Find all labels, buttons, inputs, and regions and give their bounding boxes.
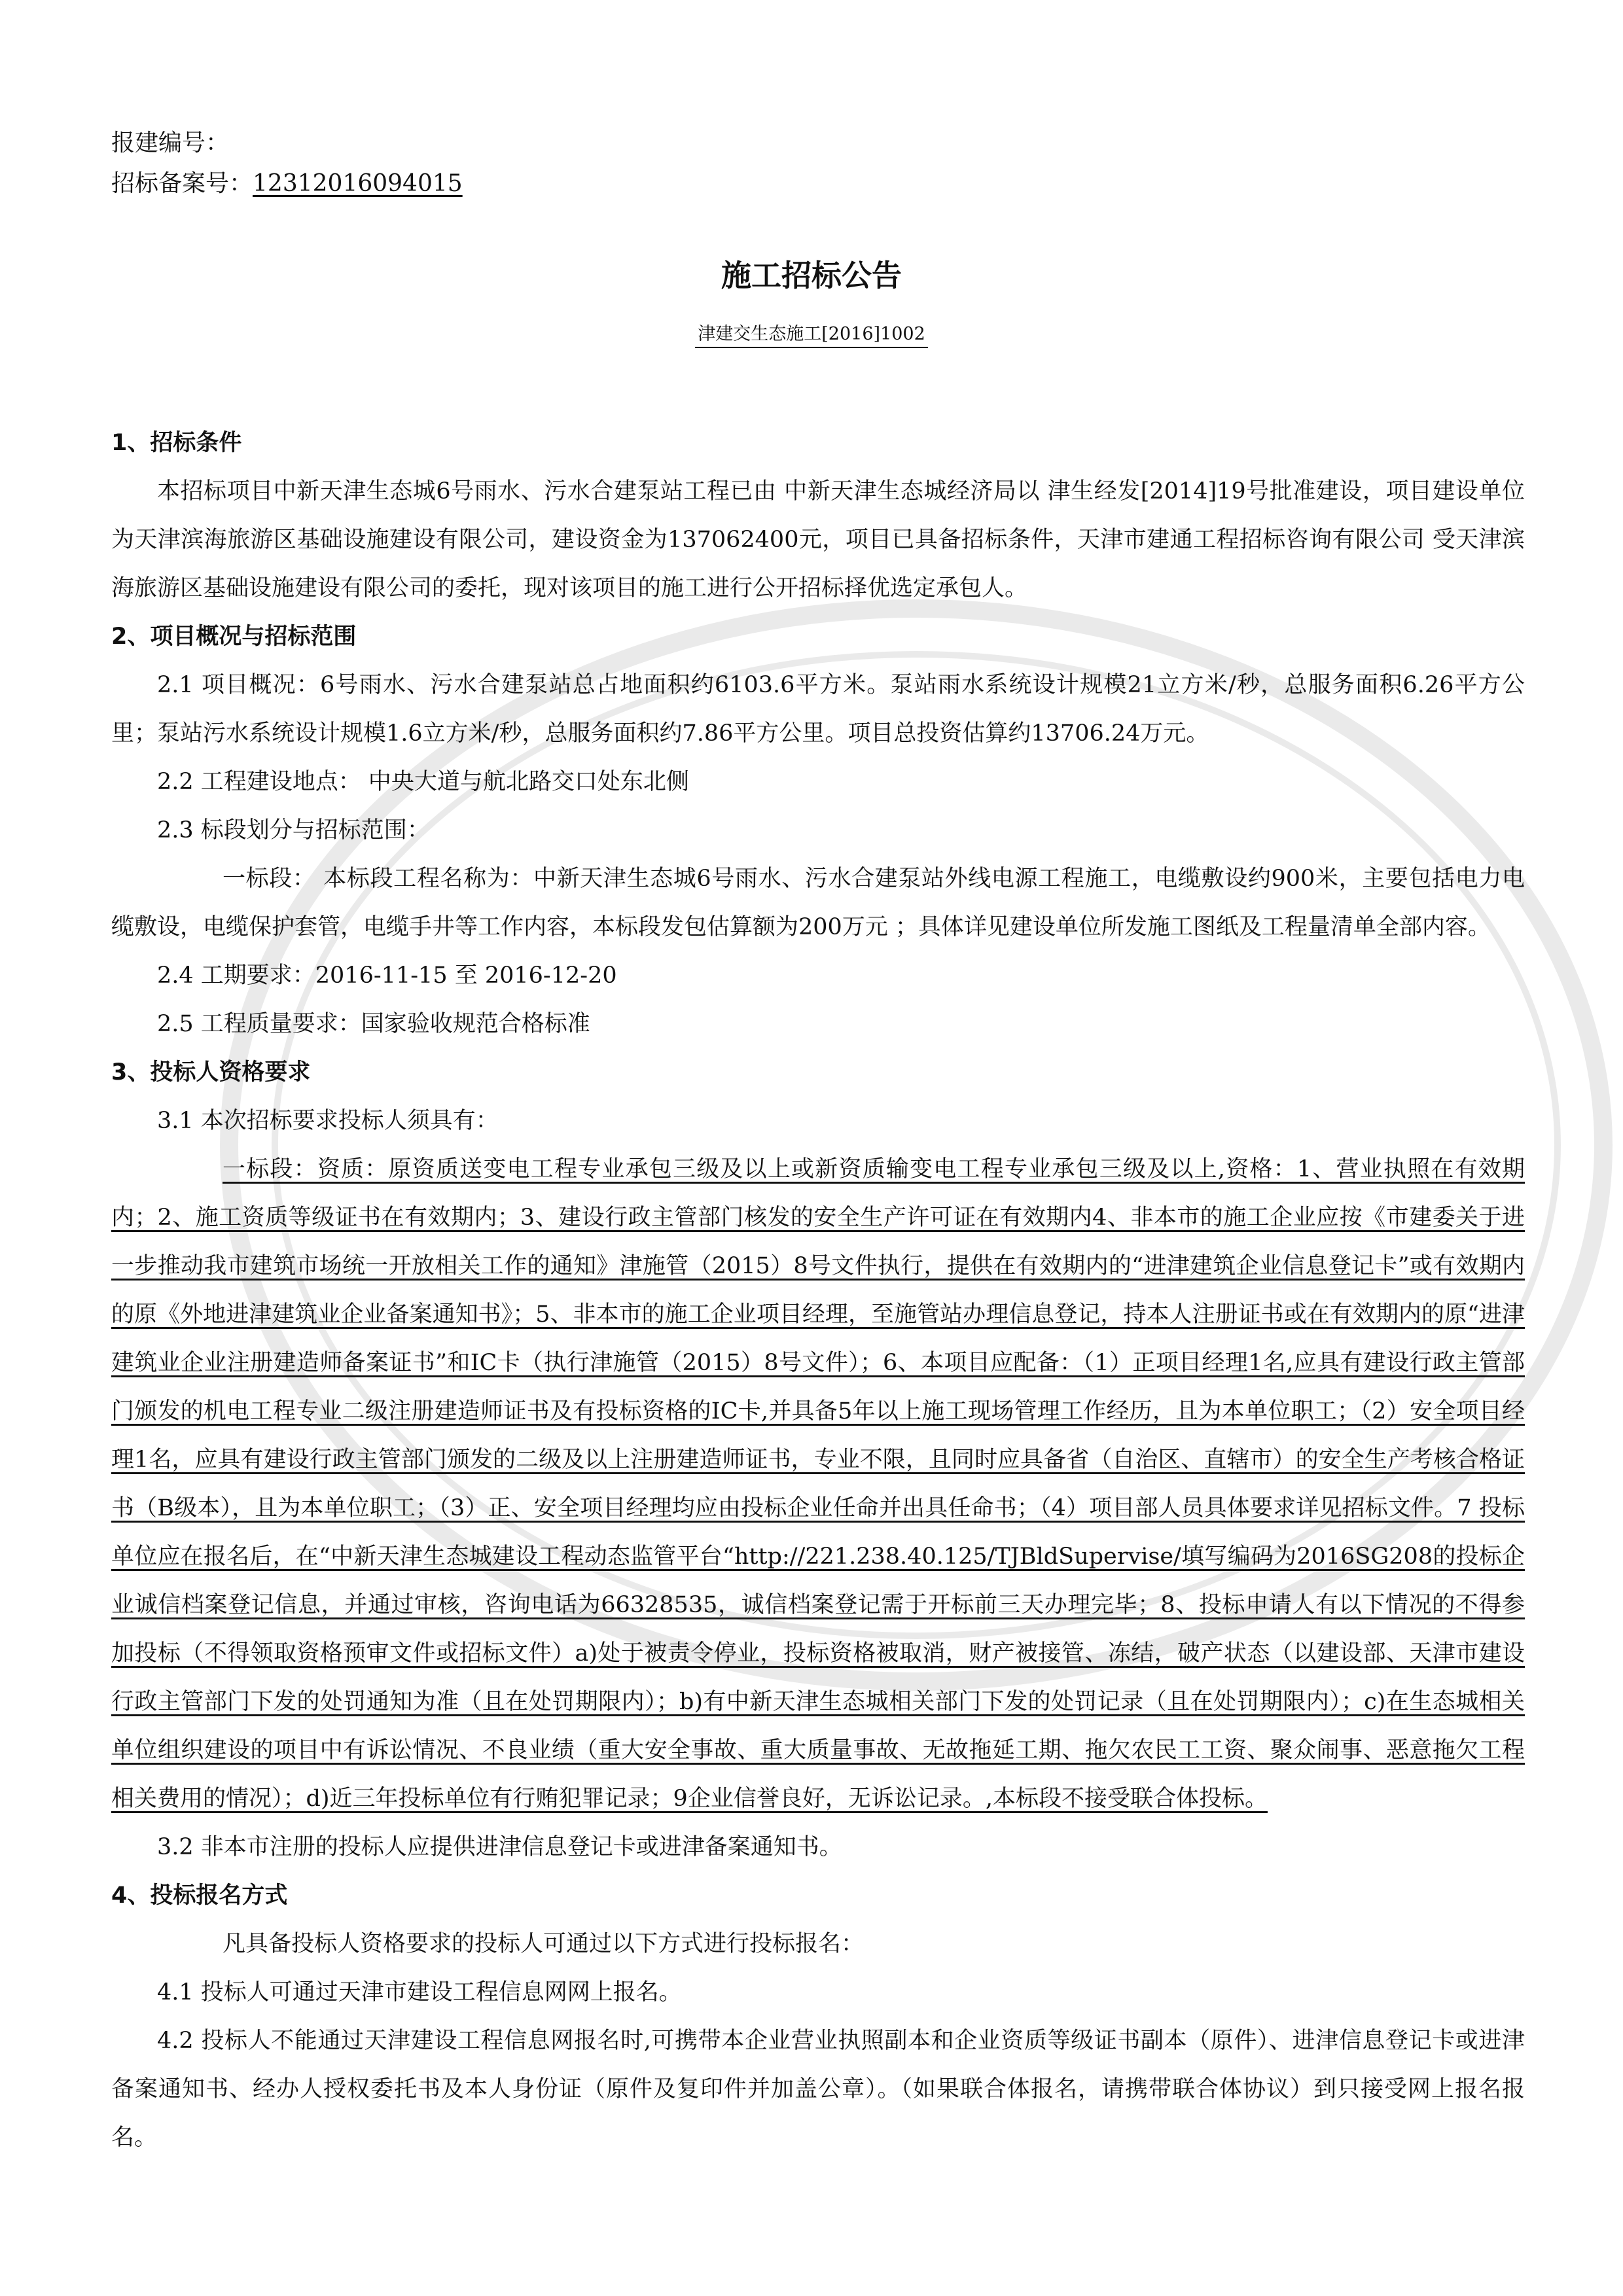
paragraph-2-3: 2.3 标段划分与招标范围： [157, 817, 430, 843]
record-no-label: 招标备案号： [111, 170, 253, 197]
paragraph-1-1: 本招标项目中新天津生态城6号雨水、污水合建泵站工程已由 中新天津生态城经济局以 津生经发[2014]19号批准建设，项目建设单位为天津滨海旅游区基础设施建设有限公司，建设资金为137062400元，项目已具备招标条件，天津市建通工程招标咨询有限公司 受天津滨海旅游区基础设施建设有限公司的委托，现对该项目的施工进行公开招标择优选定承包人。 [111, 478, 1525, 601]
section-heading-3: 3、投标人资格要求 [111, 1059, 311, 1086]
paragraph-4-2: 4.1 投标人可通过天津市建设工程信息网网上报名。 [157, 1979, 682, 2005]
paragraph-2-5: 2.4 工期要求：2016-11-15 至 2016-12-20 [157, 963, 617, 989]
paragraph-4-1: 凡具备投标人资格要求的投标人可通过以下方式进行投标报名： [223, 1931, 865, 1957]
paragraph-2-6: 2.5 工程质量要求：国家验收规范合格标准 [157, 1011, 590, 1037]
paragraph-2-1: 2.1 项目概况：6号雨水、污水合建泵站总占地面积约6103.6平方米。泵站雨水系统设计规模21立方米/秒，总服务面积6.26平方公里；泵站污水系统设计规模1.6立方米/秒，总服务面积约7.86平方公里。项目总投资估算约13706.24万元。 [111, 672, 1525, 747]
section-heading-2: 2、项目概况与招标范围 [111, 624, 357, 650]
record-no-line [111, 164, 463, 204]
header-block [111, 123, 463, 204]
doc-number: 津建交生态施工[2016]1002 [0, 319, 1623, 345]
body-text [111, 419, 1525, 2162]
paragraph-2-2: 2.2 工程建设地点： 中央大道与航北路交口处东北侧 [157, 769, 689, 795]
paragraph-3-3: 3.2 非本市注册的投标人应提供进津信息登记卡或进津备案通知书。 [157, 1834, 842, 1860]
record-no-value: 12312016094015 [253, 170, 463, 197]
section-heading-4: 4、投标报名方式 [111, 1882, 288, 1909]
paragraph-3-2: 一标段：资质：原资质送变电工程专业承包三级及以上或新资质输变电工程专业承包三级及以上,资格：1、营业执照在有效期内；2、施工资质等级证书在有效期内；3、建设行政主管部门核发的安全生产许可证在有效期内4、非本市的施工企业应按《市建委关于进一步推动我市建筑市场统一开放相关工作的通知》津施管（2015）8号文件执行，提供在有效期内的“进津建筑企业信息登记卡”或有效期内的原《外地进津建筑业企业备案通知书》；5、非本市的施工企业项目经理，至施管站办理信息登记，持本人注册证书或在有效期内的原“进津建筑业企业注册建造师备案证书”和IC卡（执行津施管（2015）8号文件）；6、本项目应配备：（1）正项目经理1名,应具有建设行政主管部门颁发的机电工程专业二级注册建造师证书及有投标资格的IC卡,并具备5年以上施工现场管理工作经历，且为本单位职工；（2）安全项目经理1名，应具有建设行政主管部门颁发的二级及以上注册建造师证书，专业不限，且同时应具备省（自治区、直辖市）的安全生产考核合格证书（B级本），且为本单位职工；（3）正、安全项目经理均应由投标企业任命并出具任命书；（4）项目部人员具体要求详见招标文件。7 投标单位应在报名后，在“中新天津生态城建设工程动态监管平台“http://221.238.40.125/TJBldSupervise/填写编码为2016SG208的投标企业诚信档案登记信息，并通过审核，咨询电话为66328535，诚信档案登记需于开标前三天办理完毕；8、投标申请人有以下情况的不得参加投标（不得领取资格预审文件或招标文件）a)处于被责令停业，投标资格被取消，财产被接管、冻结，破产状态（以建设部、天津市建设行政主管部门下发的处罚通知为准（且在处罚期限内）；b)有中新天津生态城相关部门下发的处罚记录（且在处罚期限内）；c)在生态城相关单位组织建设的项目中有诉讼情况、不良业绩（重大安全事故、重大质量事故、无故拖延工期、拖欠农民工工资、聚众闹事、恶意拖欠工程相关费用的情况）；d)近三年投标单位有行贿犯罪记录；9企业信誉良好，无诉讼记录。,本标段不接受联合体投标。 [111, 1156, 1525, 1812]
section-heading-1: 1、招标条件 [111, 430, 242, 456]
report-no-label: 报建编号： [111, 130, 230, 156]
page-title: 施工招标公告 [721, 258, 902, 293]
paragraph-4-3: 4.2 投标人不能通过天津建设工程信息网报名时,可携带本企业营业执照副本和企业资质等级证书副本（原件）、进津信息登记卡或进津备案通知书、经办人授权委托书及本人身份证（原件及复印件并加盖公章）。（如果联合体报名，请携带联合体协议）到只接受网上报名报名。 [111, 2028, 1525, 2151]
paragraph-2-4: 一标段： 本标段工程名称为：中新天津生态城6号雨水、污水合建泵站外线电源工程施工，电缆敷设约900米，主要包括电力电缆敷设，电缆保护套管，电缆手井等工作内容，本标段发包估算额为200万元 ；具体详见建设单位所发施工图纸及工程量清单全部内容。 [111, 866, 1525, 940]
report-no-line [111, 123, 463, 164]
paragraph-3-1: 3.1 本次招标要求投标人须具有： [157, 1108, 499, 1134]
